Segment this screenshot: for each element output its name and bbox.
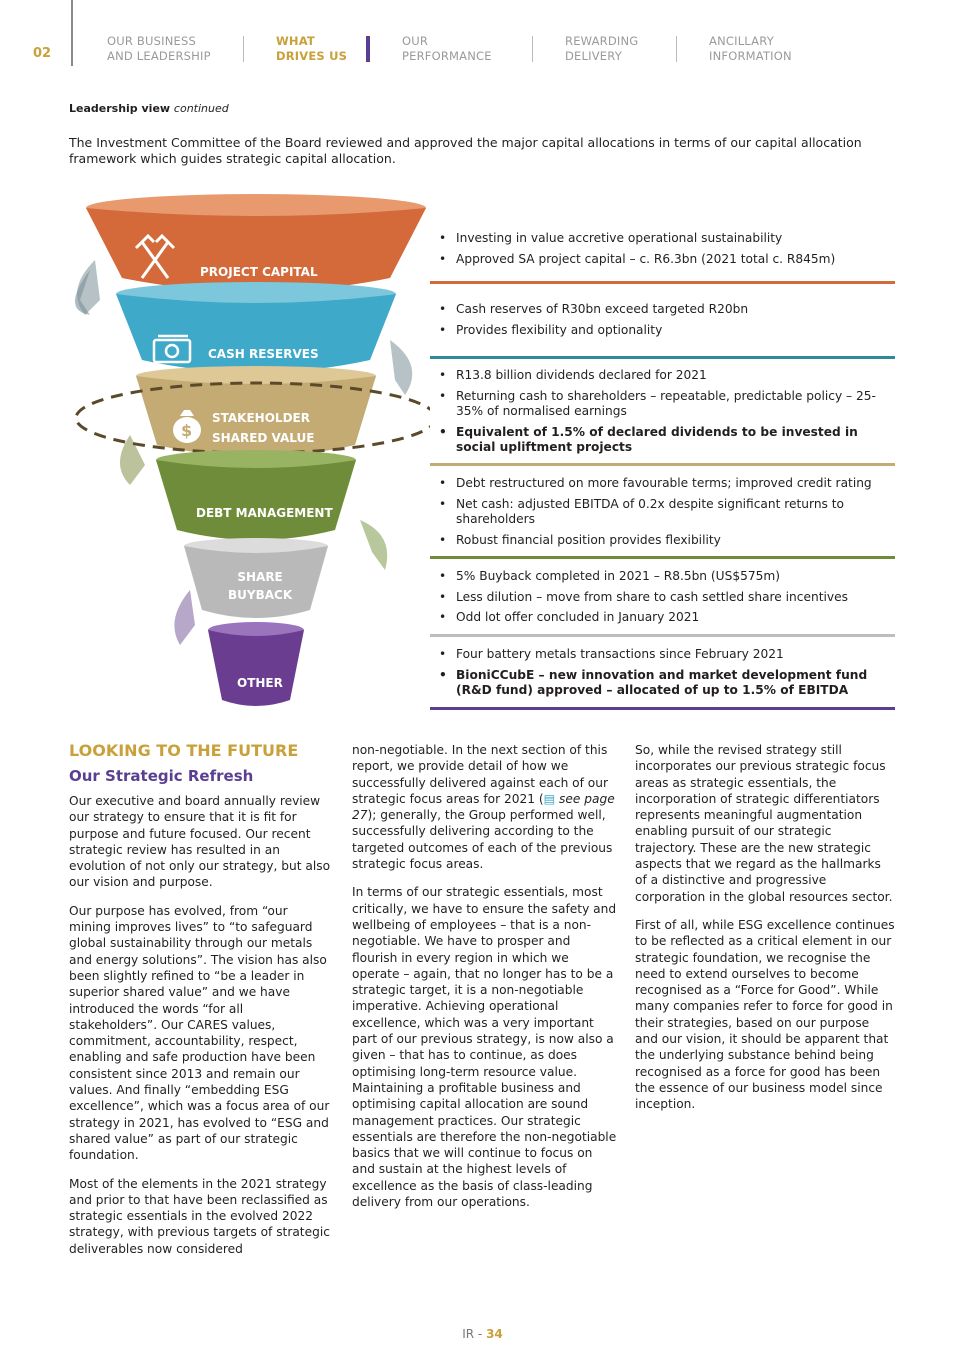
arrow-icon xyxy=(390,340,412,395)
funnel-label-cash-reserves: CASH RESERVES xyxy=(208,347,319,361)
bullets-debt-management xyxy=(430,476,895,553)
bullets-other xyxy=(430,647,895,704)
list-item: • Robust financial position provides flexibility xyxy=(430,533,895,549)
arrow-icon xyxy=(360,520,387,570)
nav-label-line2: PERFORMANCE xyxy=(402,49,492,63)
header-divider xyxy=(71,0,73,66)
text-column-1 xyxy=(69,793,331,1269)
label-line: SHARE xyxy=(237,570,283,584)
nav-label-line1: OUR BUSINESS xyxy=(107,34,196,48)
paragraph: Most of the elements in the 2021 strategy and prior to that have been reclassified as strategic essentials in the evolved 2022 strategy, with previous targets of strategic deliverables now considered xyxy=(69,1176,330,1256)
list-item: • 5% Buyback completed in 2021 – R8.5bn (US$575m) xyxy=(430,569,895,585)
divider-project-capital xyxy=(430,281,895,284)
nav-label-line1: REWARDING xyxy=(565,34,639,48)
section-number: 02 xyxy=(33,46,52,61)
page-reference-icon: ▤ xyxy=(543,791,560,806)
page-reference-link[interactable]: see page 27 xyxy=(352,791,615,823)
bullets-cash-reserves xyxy=(430,302,895,343)
list-item: • R13.8 billion dividends declared for 2021 xyxy=(430,368,895,384)
divider-cash-reserves xyxy=(430,356,895,359)
section-title-text: Leadership view xyxy=(69,102,171,115)
bullets-share-buyback xyxy=(430,569,895,631)
list-item: • Provides flexibility and optionality xyxy=(430,323,895,339)
strategic-refresh-subheading: Our Strategic Refresh xyxy=(69,767,254,785)
arrow-icon xyxy=(174,590,195,645)
future-heading: LOOKING TO THE FUTURE xyxy=(69,741,299,760)
paragraph: First of all, while ESG excellence continues to be reflected as a critical element in our strategic foundation, we recognise the need to extend ourselves to become recognised as a “Force for Good”. While many companies refer to force for good in their strategies, based on our purpose and our vision, it should be apparent that the underlying substance behind being recognised as a force for good has been the essence of our business model since inception. xyxy=(635,917,895,1112)
list-item: • Less dilution – move from share to cash settled share incentives xyxy=(430,590,895,606)
paragraph: In terms of our strategic essentials, most critically, we have to ensure the safety and wellbeing of employees – that is a non-negotiable. We have to prosper and flourish in every region in which we operate – again, that no longer has to be a strategic target, it is a non-negotiable imperative. Achieving operational excellence, which was a very important part of our previous strategy, is now also a given – that has to continue, as does optimising long-term resource value. Maintaining a profitable business and optimising capital allocation are sound management practices. Our strategic essentials are therefore the non-negotiable basics that we will continue to focus on and sustain at the highest levels of excellence as the basis of class-leading delivery from our operations. xyxy=(352,885,617,1210)
bullets-stakeholder-value xyxy=(430,368,895,461)
paragraph xyxy=(352,742,617,872)
section-title xyxy=(69,102,229,115)
nav-active-marker xyxy=(366,36,370,62)
nav-rewarding-delivery[interactable] xyxy=(565,34,638,64)
page-number: 34 xyxy=(486,1327,503,1341)
nav-ancillary-information[interactable] xyxy=(709,34,792,64)
text-column-3 xyxy=(635,742,895,1125)
list-item: • Debt restructured on more favourable terms; improved credit rating xyxy=(430,476,895,492)
svg-text:$: $ xyxy=(181,421,193,440)
list-item: • Equivalent of 1.5% of declared dividends to be invested in social upliftment projects xyxy=(430,425,895,456)
page-footer xyxy=(0,1327,965,1341)
funnel-label-other: OTHER xyxy=(237,676,283,690)
paragraph-text: ); generally, the Group performed well, successfully delivering according to the targeted outcomes of each of the previous strategic focus areas. xyxy=(352,808,613,872)
funnel-tier-other xyxy=(208,630,304,706)
paragraph-text: non-negotiable. In the next section of this report, we provide detail of how we successfully delivered against each of our strategic focus areas for 2021 ( xyxy=(352,743,608,806)
list-item: • Four battery metals transactions since February 2021 xyxy=(430,647,895,663)
list-item: • Returning cash to shareholders – repeatable, predictable policy – 25-35% of normalised earnings xyxy=(430,389,895,420)
nav-label-line2: DELIVERY xyxy=(565,49,622,63)
funnel-label-share-buyback xyxy=(228,568,292,604)
divider-share-buyback xyxy=(430,634,895,637)
nav-label-line2: AND LEADERSHIP xyxy=(107,49,211,63)
list-item: • BioniCCubE – new innovation and market development fund (R&D fund) approved – allocated of up to 1.5% of EBITDA xyxy=(430,668,895,699)
text-column-2 xyxy=(352,742,617,1222)
nav-separator xyxy=(532,36,533,62)
arrow-icon xyxy=(77,260,100,315)
nav-label-line2: INFORMATION xyxy=(709,49,792,63)
funnel-tier-debt-management xyxy=(156,460,356,540)
list-item: • Approved SA project capital – c. R6.3bn (2021 total c. R845m) xyxy=(430,252,895,268)
nav-separator xyxy=(243,36,244,62)
label-line: BUYBACK xyxy=(228,588,293,602)
nav-separator xyxy=(676,36,677,62)
nav-label-line2: DRIVES US xyxy=(276,49,348,63)
nav-what-drives-us[interactable] xyxy=(276,34,347,64)
funnel-label-debt-management: DEBT MANAGEMENT xyxy=(196,506,333,520)
bullets-project-capital xyxy=(430,231,895,272)
label-line: STAKEHOLDER xyxy=(212,411,310,425)
footer-prefix: IR - xyxy=(462,1327,487,1341)
list-item: • Odd lot offer concluded in January 2021 xyxy=(430,610,895,626)
nav-our-business[interactable] xyxy=(107,34,211,64)
nav-label-line1: WHAT xyxy=(276,34,315,48)
paragraph: So, while the revised strategy still incorporates our previous strategic focus areas as strategic essentials, the incorporation of strategic differentiators represents meaningful augmentation enabling pursuit of our strategic trajectory. These are the new strategic aspects that we regard as the hallmarks of a distinctive and progressive corporation in the global resources sector. xyxy=(635,743,893,904)
divider-other xyxy=(430,707,895,710)
nav-label-line1: OUR xyxy=(402,34,429,48)
nav-our-performance[interactable] xyxy=(402,34,492,64)
list-item: • Net cash: adjusted EBITDA of 0.2x despite significant returns to shareholders xyxy=(430,497,895,528)
intro-paragraph: The Investment Committee of the Board reviewed and approved the major capital allocations in terms of our capital allocation framework which guides strategic capital allocation. xyxy=(69,135,862,166)
nav-label-line1: ANCILLARY xyxy=(709,34,774,48)
divider-debt-management xyxy=(430,556,895,559)
label-line: SHARED VALUE xyxy=(212,431,315,445)
list-item: • Investing in value accretive operational sustainability xyxy=(430,231,895,247)
divider-stakeholder-value xyxy=(430,463,895,466)
section-title-suffix: continued xyxy=(173,102,229,115)
paragraph: Our purpose has evolved, from “our mining improves lives” to “to safeguard global sustainability through our metals and energy solutions”. The vision has also been slightly refined to “be a leader in superior shared value” and we have introduced the words “for all stakeholders”. Our CARES values, commitment, accountability, respect, enabling and safe production have been consistent since 2013 and remain our values. And finally “embedding ESG excellence”, which was a focus area of our strategy in 2021, has evolved to “ESG and shared value” as part of our strategic foundation. xyxy=(69,903,330,1163)
list-item: • Cash reserves of R30bn exceed targeted R20bn xyxy=(430,302,895,318)
funnel-label-stakeholder-shared-value xyxy=(212,408,314,448)
funnel-label-project-capital: PROJECT CAPITAL xyxy=(200,265,318,279)
paragraph: Our executive and board annually review our strategy to ensure that it is fit for purpose and future focused. Our recent strategic review has resulted in an evolution of not only our strategy, but also our vision and purpose. xyxy=(69,794,331,890)
